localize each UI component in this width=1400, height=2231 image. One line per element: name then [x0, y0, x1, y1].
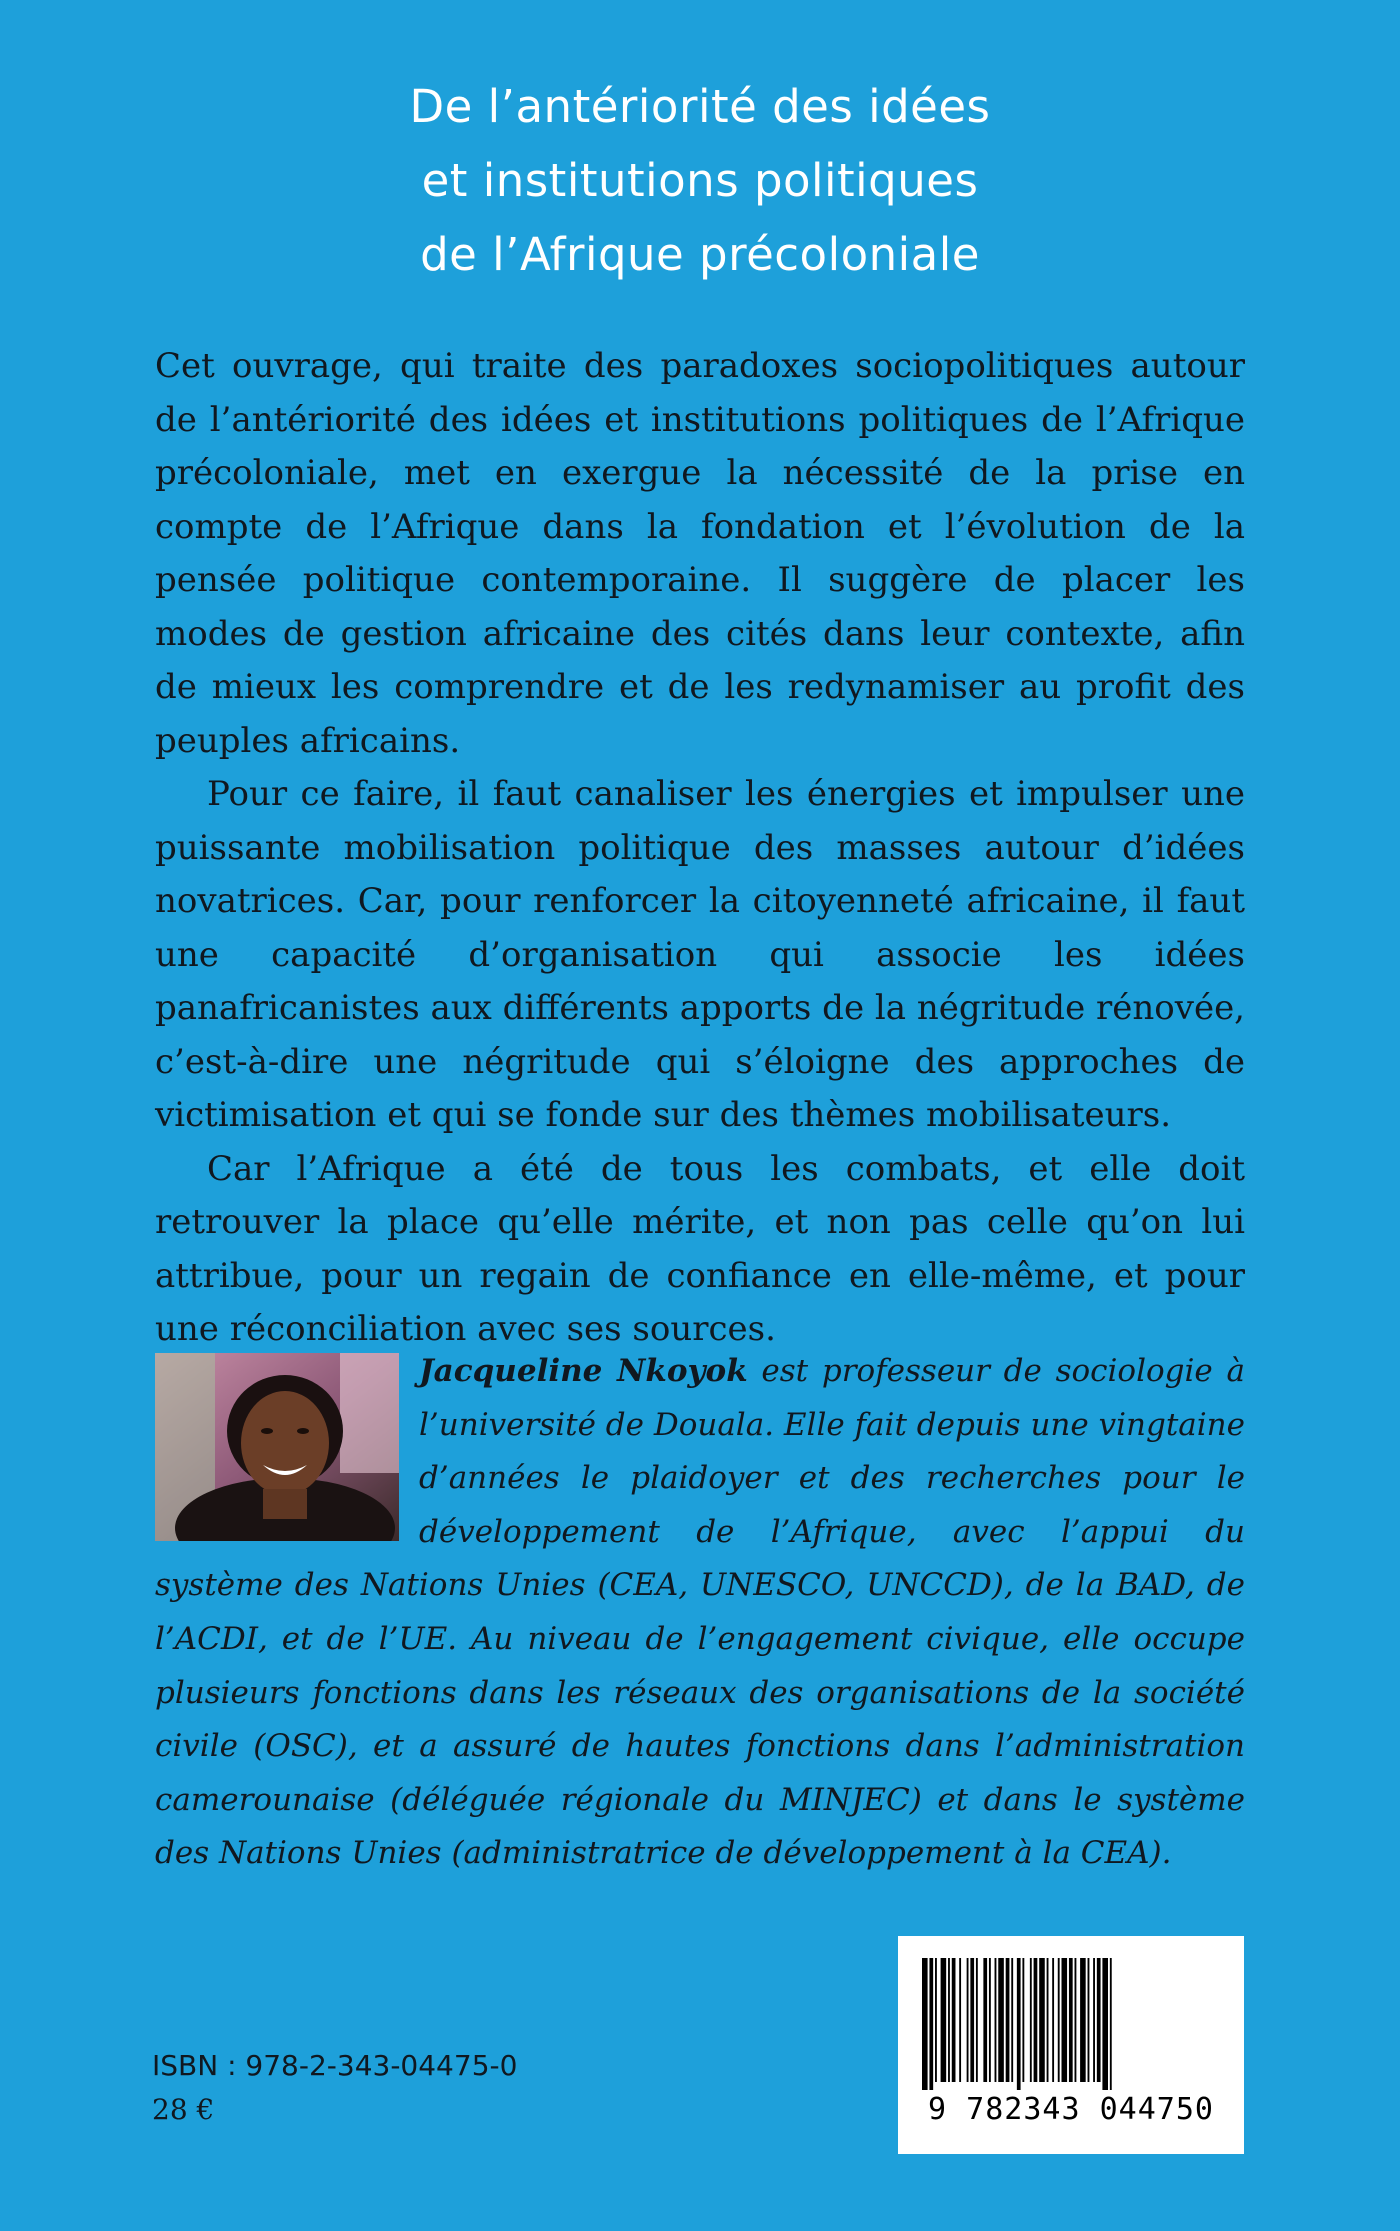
barcode-bar: [1069, 1958, 1073, 2082]
author-photo: [155, 1353, 399, 1541]
barcode-bar: [983, 1958, 987, 2082]
barcode-bar: [959, 1958, 961, 2082]
title-line: et institutions politiques: [421, 154, 979, 207]
barcode-number: 9 782343 044750: [928, 2092, 1214, 2127]
barcode-bar: [1080, 1958, 1086, 2082]
title-line: de l’Afrique précoloniale: [420, 228, 980, 281]
barcode: [898, 1936, 1244, 2154]
barcode-bar: [1062, 1958, 1068, 2082]
barcode-bar: [1022, 1958, 1024, 2082]
summary-paragraph: Pour ce faire, il faut canaliser les énergies et impulser une puissante mobilisation politique des masses autour d’idées novatrices. Car, pour renforcer la citoyenneté africaine, il faut une capacité d’organisation qui associe les idées panafricanistes aux différents apports de la négritude rénovée, c’est-à-dire une négritude qui s’éloigne des approches de victimisation et qui se fonde sur des thèmes mobilisateurs.: [155, 774, 1245, 1135]
barcode-bar: [989, 1958, 991, 2082]
price-label: 28 €: [152, 2093, 215, 2126]
barcode-bar: [970, 1958, 974, 2082]
barcode-bar: [1052, 1958, 1054, 2082]
barcode-bar: [998, 1958, 1004, 2082]
title-line: De l’antériorité des idées: [409, 80, 991, 133]
summary-paragraph: Car l’Afrique a été de tous les combats, et elle doit retrouver la place qu’elle mérite, et non pas celle qu’on lui attribue, pour un regain de confiance en elle-même, et pour une réconciliation avec ses sources.: [155, 1148, 1245, 1349]
author-bio-text: est professeur de sociologie à l’université de Douala. Elle fait depuis une vingtaine d’années le plaidoyer et des recherches pour le développement de l’Afrique, avec l’appui du système des Nations Unies (CEA, UNESCO, UNCCD), de la BAD, de l’ACDI, et de l’UE. Au niveau de l’engagement civique, elle occupe plusieurs fonctions dans les réseaux des organisations de la société civile (OSC), et a assuré de hautes fonctions dans l’administration camerounaise (déléguée régionale du MINJEC) et dans le système des Nations Unies (administratrice de développement à la CEA).: [155, 1353, 1245, 1872]
author-portrait-image: [155, 1353, 399, 1541]
barcode-bar: [952, 1958, 956, 2082]
book-title: [0, 70, 1400, 292]
barcode-bar: [1093, 1958, 1095, 2082]
barcode-bar: [922, 1958, 928, 2090]
barcode-bar: [976, 1958, 978, 2082]
barcode-bar: [1075, 1958, 1077, 2082]
barcode-bar: [1058, 1958, 1060, 2082]
barcode-bar: [1034, 1958, 1038, 2082]
barcode-bar: [1039, 1958, 1045, 2082]
barcode-bar: [941, 1958, 947, 2082]
barcode-bar: [1006, 1958, 1010, 2082]
isbn-label: ISBN : 978-2-343-04475-0: [152, 2049, 518, 2082]
barcode-bar: [1110, 1958, 1112, 2090]
barcode-bar: [935, 1958, 937, 2082]
barcode-bar: [1047, 1958, 1049, 2082]
summary-paragraph: Cet ouvrage, qui traite des paradoxes sociopolitiques autour de l’antériorité des idées et institutions politiques de l’Afrique précoloniale, met en exergue la nécessité de la prise en compte de l’Afrique dans la fondation et l’évolution de la pensée politique contemporaine. Il suggère de placer les modes de gestion africaine des cités dans leur contexte, afin de mieux les comprendre et de les redynamiser au profit des peuples africains.: [155, 346, 1245, 761]
barcode-bar: [929, 1958, 933, 2090]
barcode-bar: [948, 1958, 950, 2082]
barcode-bar: [1088, 1958, 1090, 2082]
barcode-bar: [967, 1958, 969, 2082]
author-bio: [155, 1345, 1245, 1881]
author-name: Jacqueline Nkoyok: [419, 1353, 748, 1389]
barcode-bar: [1011, 1958, 1013, 2082]
barcode-bar: [1097, 1958, 1101, 2082]
barcode-bar: [995, 1958, 997, 2082]
barcode-bar: [1017, 1958, 1021, 2090]
barcode-bar: [1030, 1958, 1032, 2082]
summary-text: [155, 340, 1245, 1357]
barcode-bar: [1102, 1958, 1108, 2090]
barcode-bars: [922, 1958, 1220, 2090]
